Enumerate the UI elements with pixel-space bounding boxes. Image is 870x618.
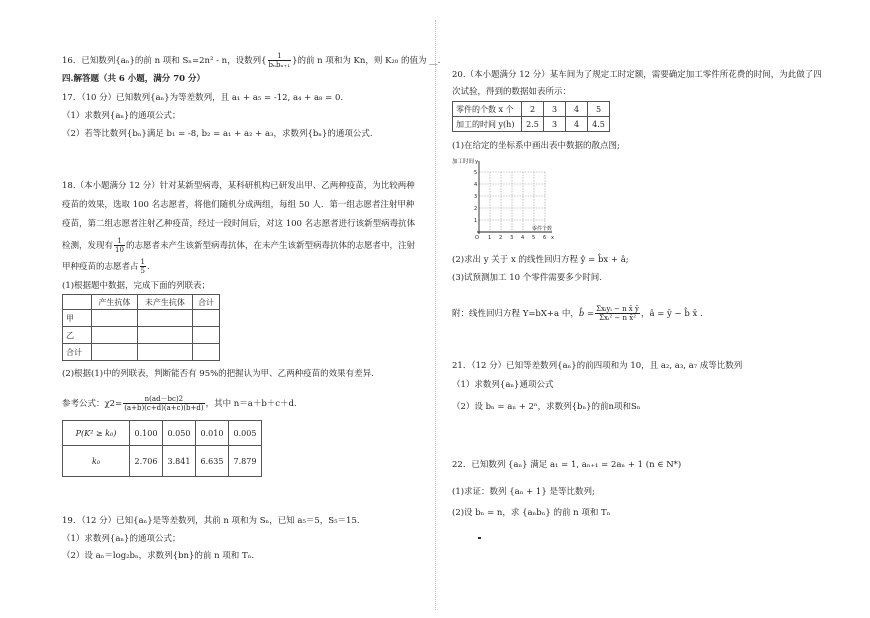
ct-row-label-2: 合计: [63, 344, 92, 361]
q19-part1: （1）求数列{aₙ}的通项公式；: [62, 534, 181, 544]
crit-p-label: P(K² ≥ k₀): [63, 421, 130, 446]
plot-ytick: 1: [474, 218, 478, 224]
question-21: 21．（12 分）已知等差数列{aₙ}的前四项和为 10，且 a₂, a₃, a₇ 成等比数列: [452, 361, 743, 371]
ct-header-1: 产生抗体: [92, 295, 138, 310]
plot-xtick: 2: [499, 235, 503, 241]
q21-part1: （1）求数列{aₙ}通项公式: [452, 380, 554, 390]
question-16: [62, 52, 440, 69]
q22-part1: (1)求证：数列 {aₙ + 1} 是等比数列;: [452, 487, 595, 497]
q18-fraction-2: [140, 258, 146, 275]
crit-k-value: 6.635: [196, 446, 229, 477]
data-row-x-label: 零件的个数 x 个: [453, 102, 522, 117]
ct-header-row: [63, 295, 220, 310]
plot-x: x: [551, 235, 554, 241]
data-cell: 4: [566, 117, 588, 132]
plot-ytick: 2: [474, 206, 478, 212]
appendix-num: Σxᵢyᵢ − n x̄ ȳ: [596, 305, 639, 313]
data-table: [452, 101, 610, 132]
data-cell: 3: [544, 117, 566, 132]
ct-row-label-0: 甲: [63, 310, 92, 327]
q20-line2: 次试验，得到的数据如表所示：: [452, 87, 572, 97]
appendix-den: Σxᵢ² − n x̄²: [599, 314, 636, 322]
q20-part1: (1)在给定的坐标系中画出表中数据的散点图;: [452, 141, 620, 151]
ct-header-3: 合计: [192, 295, 219, 310]
crit-p-value: 0.050: [163, 421, 196, 446]
speck-mark: [478, 537, 481, 539]
crit-k-value: 3.841: [163, 446, 196, 477]
q18-line4: [62, 237, 415, 254]
contingency-table: [62, 294, 220, 361]
crit-k-row: [63, 446, 262, 477]
ct-cell: [137, 344, 192, 361]
crit-k-value: 7.879: [229, 446, 262, 477]
q18-line2: 疫苗的效果，选取 100 名志愿者，将他们随机分成两组，每组 50 人．第一组志愿者注射甲种: [62, 200, 415, 210]
ct-cell: [192, 310, 219, 327]
data-row-x: [453, 102, 610, 117]
plot-ytick: 5: [474, 170, 478, 176]
data-row-y: [453, 117, 610, 132]
crit-p-value: 0.010: [196, 421, 229, 446]
column-divider: [435, 20, 436, 610]
q20-part2: (2)求出 y 关于 x 的线性回归方程 ŷ = b̂x + â;: [452, 255, 629, 265]
q16-frac-den: bₙbₙ₊₁: [268, 61, 291, 69]
q18-fraction-1: [114, 237, 125, 254]
critical-value-table: [62, 420, 262, 477]
data-row-y-label: 加工的时间 y(h): [453, 117, 522, 132]
q16-fraction: [268, 52, 292, 69]
q16-tail: }的前 n 项和为 Kn，则 K₂₀ 的值为 __.: [292, 56, 441, 66]
question-17: 17．（10 分）已知数列{aₙ}为等差数列，且 a₁ + a₅ = -12, a₄ + a₈ = 0.: [62, 93, 344, 103]
ct-cell: [192, 344, 219, 361]
ct-row-label-1: 乙: [63, 327, 92, 344]
ct-header-0: [63, 295, 92, 310]
crit-p-value: 0.100: [130, 421, 163, 446]
question-22: 22．已知数列 {aₙ} 满足 a₁ = 1, aₙ₊₁ = 2aₙ + 1 (n ∈ N*): [452, 460, 682, 470]
data-cell: 2.5: [522, 117, 544, 132]
q16-text: 16．已知数列{aₙ}的前 n 项和 Sₙ=2n² - n，设数列{: [62, 56, 267, 66]
q17-part1: （1）求数列{aₙ}的通项公式；: [62, 111, 181, 121]
q19-part2: （2）设 aₙ＝log₂bₙ，求数列{bn}的前 n 项和 Tₙ.: [62, 551, 255, 561]
q21-part2: （2）设 bₙ = aₙ + 2ⁿ，求数列{bₙ}的前n项和Sₙ: [452, 402, 641, 412]
q17-part2: （2）若等比数列{bₙ}满足 b₁ = -8, b₂ = a₁ + a₂ + a₃，求数列{bₙ}的通项公式.: [62, 129, 373, 139]
q18-part1: (1)根据题中数据，完成下面的列联表；: [62, 281, 211, 291]
crit-k-value: 2.706: [130, 446, 163, 477]
plot-xtick: 1: [488, 235, 492, 241]
q18-frac2-den: 5: [140, 267, 145, 275]
q18-line1: 18.（本小题满分 12 分）针对某新型病毒，某科研机构已研发出甲、乙两种疫苗，为比较两种: [62, 181, 415, 191]
plot-ytick: 3: [474, 194, 478, 200]
q18-l4-b: 的志愿者未产生该新型病毒抗体，在未产生该新型病毒抗体的志愿者中，注射: [125, 241, 415, 251]
q22-part2: (2)设 bₙ = n，求 {aₙbₙ} 的前 n 项和 Tₙ: [452, 508, 611, 518]
ct-row: [63, 310, 220, 327]
ct-header-2: 未产生抗体: [137, 295, 192, 310]
q18-line3: 疫苗，第二组志愿者注射乙种疫苗，经过一段时间后，对这 100 名志愿者进行该新型病毒抗体: [62, 219, 416, 229]
q18-line5: [62, 258, 150, 275]
q18-l5-a: 甲种疫苗的志愿者占: [62, 262, 139, 272]
appendix-fraction: [595, 305, 640, 322]
q18-frac2-num: 1: [140, 258, 145, 266]
ct-cell: [137, 310, 192, 327]
plot-xlabel: 零件个数: [532, 226, 553, 232]
ref-tail: ，其中 n＝a＋b＋c＋d.: [205, 399, 297, 409]
plot-y: y: [475, 159, 479, 165]
data-cell: 2: [522, 102, 544, 117]
ref-label: 参考公式：χ2=: [62, 399, 123, 409]
ct-cell: [192, 327, 219, 344]
appendix-formula: 附：线性回归方程 Y=bX+a 中，b̂ = $\frac{\text{Σxᵢyᵢ − n x̄ ȳ}}{\text{Σxᵢ² − n x̄²}}$ ，â = ȳ − b̂ x̄ .: [452, 305, 703, 322]
crit-p-value: 0.005: [229, 421, 262, 446]
ct-cell: [92, 327, 138, 344]
q16-frac-num: 1: [268, 52, 292, 61]
appendix-tail: ，â = ȳ − b̂ x̄ .: [640, 309, 703, 319]
appendix-text: 附：线性回归方程 Y=bX+a 中，: [452, 309, 579, 319]
ref-num: n(ad－bc)2: [123, 395, 204, 404]
q18-l4-a: 检测，发现有: [62, 241, 114, 251]
ct-cell: [92, 310, 138, 327]
q20-part3: (3)试预测加工 10 个零件需要多少时间.: [452, 273, 602, 283]
plot-xtick: 3: [510, 235, 514, 241]
q18-frac1-num: 1: [114, 237, 125, 246]
question-19: 19．（12 分）已知{aₙ}是等差数列，其前 n 项和为 Sₙ，已知 a₅＝5，S₅＝15.: [62, 516, 360, 526]
grid-lines: [479, 172, 545, 232]
plot-xtick: 5: [532, 235, 536, 241]
data-cell: 3: [544, 102, 566, 117]
ref-den: (a+b)(c+d)(a+c)(b+d): [124, 404, 204, 412]
ct-row: [63, 327, 220, 344]
q18-frac1-den: 10: [115, 246, 124, 254]
plot-ytick: 4: [474, 182, 478, 188]
ct-cell: [137, 327, 192, 344]
section-heading: 四.解答题（共 6 小题，满分 70 分）: [62, 74, 206, 84]
crit-k-label: k₀: [63, 446, 130, 477]
crit-p-row: [63, 421, 262, 446]
q18-l5-b: .: [146, 262, 150, 272]
plot-xtick: 6: [543, 235, 547, 241]
data-cell: 5: [588, 102, 610, 117]
ct-cell: [92, 344, 138, 361]
ct-row: [63, 344, 220, 361]
blank-coordinate-grid: [448, 155, 558, 247]
data-cell: 4.5: [588, 117, 610, 132]
q18-part2: (2)根据(1)中的列联表，判断能否有 95%的把握认为甲、乙两种疫苗的效果有差异.: [62, 369, 374, 379]
plot-xtick: 4: [521, 235, 525, 241]
reference-formula: [62, 395, 297, 412]
q20-line1: 20.（本小题满分 12 分）某车间为了规定工时定额，需要确定加工零件所花费的时间，为此做了四: [452, 70, 822, 80]
plot-ylabel: 加工时间: [452, 159, 475, 165]
ref-fraction: [123, 395, 204, 412]
plot-origin: O: [475, 235, 479, 241]
data-cell: 4: [566, 102, 588, 117]
